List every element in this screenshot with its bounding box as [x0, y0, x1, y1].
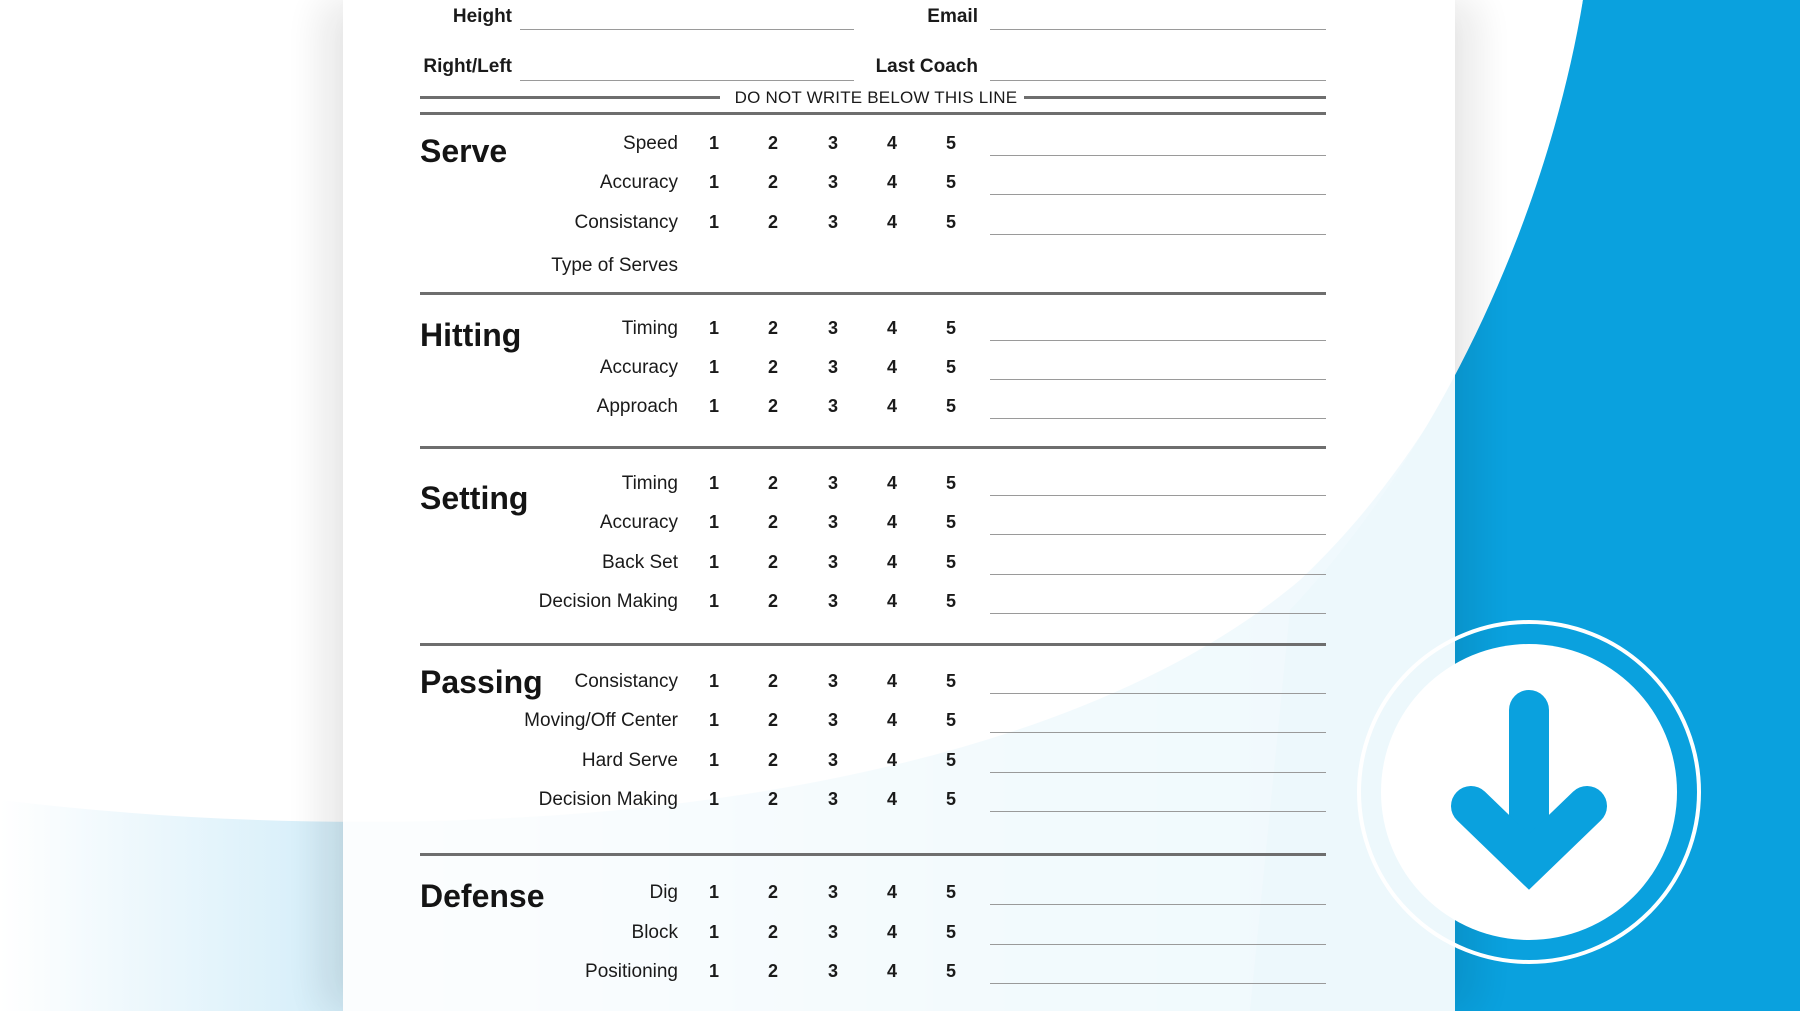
section-title-serve: Serve	[420, 133, 508, 169]
rating-row	[0, 961, 1800, 991]
comment-line[interactable]	[990, 613, 1326, 614]
rating-option[interactable]: 2	[767, 961, 778, 981]
rating-option[interactable]: 1	[708, 552, 719, 572]
skill-label: Consistancy	[574, 212, 678, 233]
right-left-label: Right/Left	[423, 56, 512, 77]
rating-option[interactable]: 2	[767, 396, 778, 416]
rating-option[interactable]: 1	[708, 710, 719, 730]
section-separator	[420, 446, 1326, 449]
rating-option[interactable]: 3	[827, 212, 838, 232]
rating-option[interactable]: 2	[767, 552, 778, 572]
skill-label: Timing	[621, 318, 678, 339]
rating-option[interactable]: 4	[886, 318, 897, 338]
rating-row	[0, 172, 1800, 202]
last-coach-label: Last Coach	[875, 56, 978, 77]
rating-option[interactable]: 4	[886, 473, 897, 493]
rating-option[interactable]: 4	[886, 671, 897, 691]
rating-option[interactable]: 4	[886, 750, 897, 770]
section-separator	[420, 853, 1326, 856]
skill-label: Moving/Off Center	[524, 710, 678, 731]
rating-option[interactable]: 1	[708, 671, 719, 691]
rating-option[interactable]: 2	[767, 882, 778, 902]
rating-option[interactable]: 5	[945, 172, 956, 192]
rating-option[interactable]: 4	[886, 212, 897, 232]
rating-option[interactable]: 1	[708, 922, 719, 942]
type-of-serves-label: Type of Serves	[551, 255, 678, 276]
rating-option[interactable]: 1	[708, 882, 719, 902]
comment-line[interactable]	[990, 811, 1326, 812]
comment-line[interactable]	[990, 495, 1326, 496]
rating-row	[0, 591, 1800, 621]
skill-label: Approach	[596, 396, 678, 417]
divider-right	[1024, 96, 1326, 99]
comment-line[interactable]	[990, 379, 1326, 380]
rating-option[interactable]: 1	[708, 512, 719, 532]
rating-option[interactable]: 4	[886, 172, 897, 192]
last-coach-field-line[interactable]	[990, 80, 1326, 81]
rating-option[interactable]: 5	[945, 922, 956, 942]
height-label: Height	[452, 6, 512, 27]
arrow-down-icon	[1381, 644, 1677, 940]
rating-option[interactable]: 1	[708, 473, 719, 493]
skill-label: Dig	[649, 882, 678, 903]
right-left-field-line[interactable]	[520, 80, 854, 81]
skill-label: Accuracy	[599, 512, 678, 533]
rating-option[interactable]: 3	[827, 882, 838, 902]
rating-option[interactable]: 2	[767, 671, 778, 691]
rating-option[interactable]: 3	[827, 922, 838, 942]
rating-row	[0, 512, 1800, 542]
rating-option[interactable]: 4	[886, 512, 897, 532]
rating-option[interactable]: 5	[945, 512, 956, 532]
rating-option[interactable]: 1	[708, 961, 719, 981]
rating-option[interactable]: 4	[886, 882, 897, 902]
rating-option[interactable]: 2	[767, 710, 778, 730]
rating-option[interactable]: 2	[767, 133, 778, 153]
comment-line[interactable]	[990, 983, 1326, 984]
rating-row	[0, 133, 1800, 163]
rating-row	[0, 396, 1800, 426]
section-title-hitting: Hitting	[420, 317, 522, 353]
rating-option[interactable]: 5	[945, 396, 956, 416]
comment-line[interactable]	[990, 155, 1326, 156]
rating-option[interactable]: 4	[886, 710, 897, 730]
rating-row	[0, 357, 1800, 387]
comment-line[interactable]	[990, 904, 1326, 905]
skill-label: Positioning	[585, 961, 678, 982]
skill-label: Timing	[621, 473, 678, 494]
rating-option[interactable]: 2	[767, 512, 778, 532]
comment-line[interactable]	[990, 234, 1326, 235]
rating-row	[0, 552, 1800, 582]
rating-option[interactable]: 1	[708, 750, 719, 770]
skill-label: Consistancy	[574, 671, 678, 692]
rating-option[interactable]: 2	[767, 591, 778, 611]
rating-option[interactable]: 3	[827, 473, 838, 493]
rating-option[interactable]: 5	[945, 789, 956, 809]
rating-option[interactable]: 4	[886, 357, 897, 377]
rating-option[interactable]: 1	[708, 357, 719, 377]
rating-option[interactable]: 3	[827, 789, 838, 809]
rating-option[interactable]: 3	[827, 961, 838, 981]
rating-option[interactable]: 5	[945, 591, 956, 611]
rating-option[interactable]: 3	[827, 133, 838, 153]
rating-option[interactable]: 1	[708, 318, 719, 338]
section-title-passing: Passing	[420, 664, 543, 700]
rating-option[interactable]: 2	[767, 172, 778, 192]
skill-label: Block	[631, 922, 678, 943]
rating-option[interactable]: 2	[767, 357, 778, 377]
rating-option[interactable]: 3	[827, 750, 838, 770]
rating-option[interactable]: 3	[827, 671, 838, 691]
comment-line[interactable]	[990, 772, 1326, 773]
rating-option[interactable]: 4	[886, 961, 897, 981]
rating-option[interactable]: 5	[945, 882, 956, 902]
rating-option[interactable]: 2	[767, 212, 778, 232]
rating-option[interactable]: 3	[827, 357, 838, 377]
download-button-face[interactable]	[1381, 644, 1677, 940]
rating-option[interactable]: 1	[708, 396, 719, 416]
rating-row	[0, 212, 1800, 242]
comment-line[interactable]	[990, 693, 1326, 694]
rating-option[interactable]: 5	[945, 212, 956, 232]
comment-line[interactable]	[990, 418, 1326, 419]
section-title-setting: Setting	[420, 480, 529, 516]
comment-line[interactable]	[990, 732, 1326, 733]
rating-option[interactable]: 5	[945, 750, 956, 770]
rating-option[interactable]: 3	[827, 710, 838, 730]
skill-label: Decision Making	[538, 789, 678, 810]
rating-option[interactable]: 4	[886, 133, 897, 153]
do-not-write-notice: DO NOT WRITE BELOW THIS LINE	[734, 88, 1018, 107]
rating-option[interactable]: 2	[767, 318, 778, 338]
rating-option[interactable]: 1	[708, 789, 719, 809]
rating-option[interactable]: 5	[945, 473, 956, 493]
rating-row	[0, 473, 1800, 503]
rating-option[interactable]: 4	[886, 396, 897, 416]
rating-option[interactable]: 1	[708, 133, 719, 153]
rating-option[interactable]: 3	[827, 318, 838, 338]
rating-option[interactable]: 3	[827, 512, 838, 532]
skill-label: Accuracy	[599, 357, 678, 378]
rating-option[interactable]: 1	[708, 172, 719, 192]
divider-left	[420, 96, 720, 99]
height-field-line[interactable]	[520, 29, 854, 30]
rating-option[interactable]: 2	[767, 922, 778, 942]
comment-line[interactable]	[990, 534, 1326, 535]
skill-label: Back Set	[601, 552, 678, 573]
skill-label: Decision Making	[538, 591, 678, 612]
comment-line[interactable]	[990, 574, 1326, 575]
rating-option[interactable]: 5	[945, 357, 956, 377]
rating-option[interactable]: 5	[945, 710, 956, 730]
divider-bottom	[420, 112, 1326, 115]
section-separator	[420, 292, 1326, 295]
rating-option[interactable]: 5	[945, 552, 956, 572]
section-separator	[420, 643, 1326, 646]
rating-option[interactable]: 4	[886, 922, 897, 942]
skill-label: Hard Serve	[581, 750, 678, 771]
type-of-serves-row	[0, 255, 1800, 285]
rating-row	[0, 318, 1800, 348]
comment-line[interactable]	[990, 194, 1326, 195]
rating-option[interactable]: 5	[945, 961, 956, 981]
rating-option[interactable]: 4	[886, 591, 897, 611]
rating-option[interactable]: 3	[827, 591, 838, 611]
rating-option[interactable]: 5	[945, 318, 956, 338]
rating-option[interactable]: 4	[886, 789, 897, 809]
email-label: Email	[927, 6, 978, 27]
section-title-defense: Defense	[420, 878, 545, 914]
skill-label: Speed	[623, 133, 678, 154]
comment-line[interactable]	[990, 340, 1326, 341]
comment-line[interactable]	[990, 944, 1326, 945]
rating-option[interactable]: 2	[767, 750, 778, 770]
rating-option[interactable]: 1	[708, 212, 719, 232]
rating-option[interactable]: 5	[945, 671, 956, 691]
download-button[interactable]	[1357, 620, 1701, 964]
email-field-line[interactable]	[990, 29, 1326, 30]
rating-option[interactable]: 3	[827, 396, 838, 416]
rating-option[interactable]: 5	[945, 133, 956, 153]
rating-option[interactable]: 2	[767, 473, 778, 493]
rating-option[interactable]: 4	[886, 552, 897, 572]
rating-option[interactable]: 2	[767, 789, 778, 809]
rating-option[interactable]: 3	[827, 172, 838, 192]
rating-option[interactable]: 1	[708, 591, 719, 611]
skill-label: Accuracy	[599, 172, 678, 193]
rating-option[interactable]: 3	[827, 552, 838, 572]
